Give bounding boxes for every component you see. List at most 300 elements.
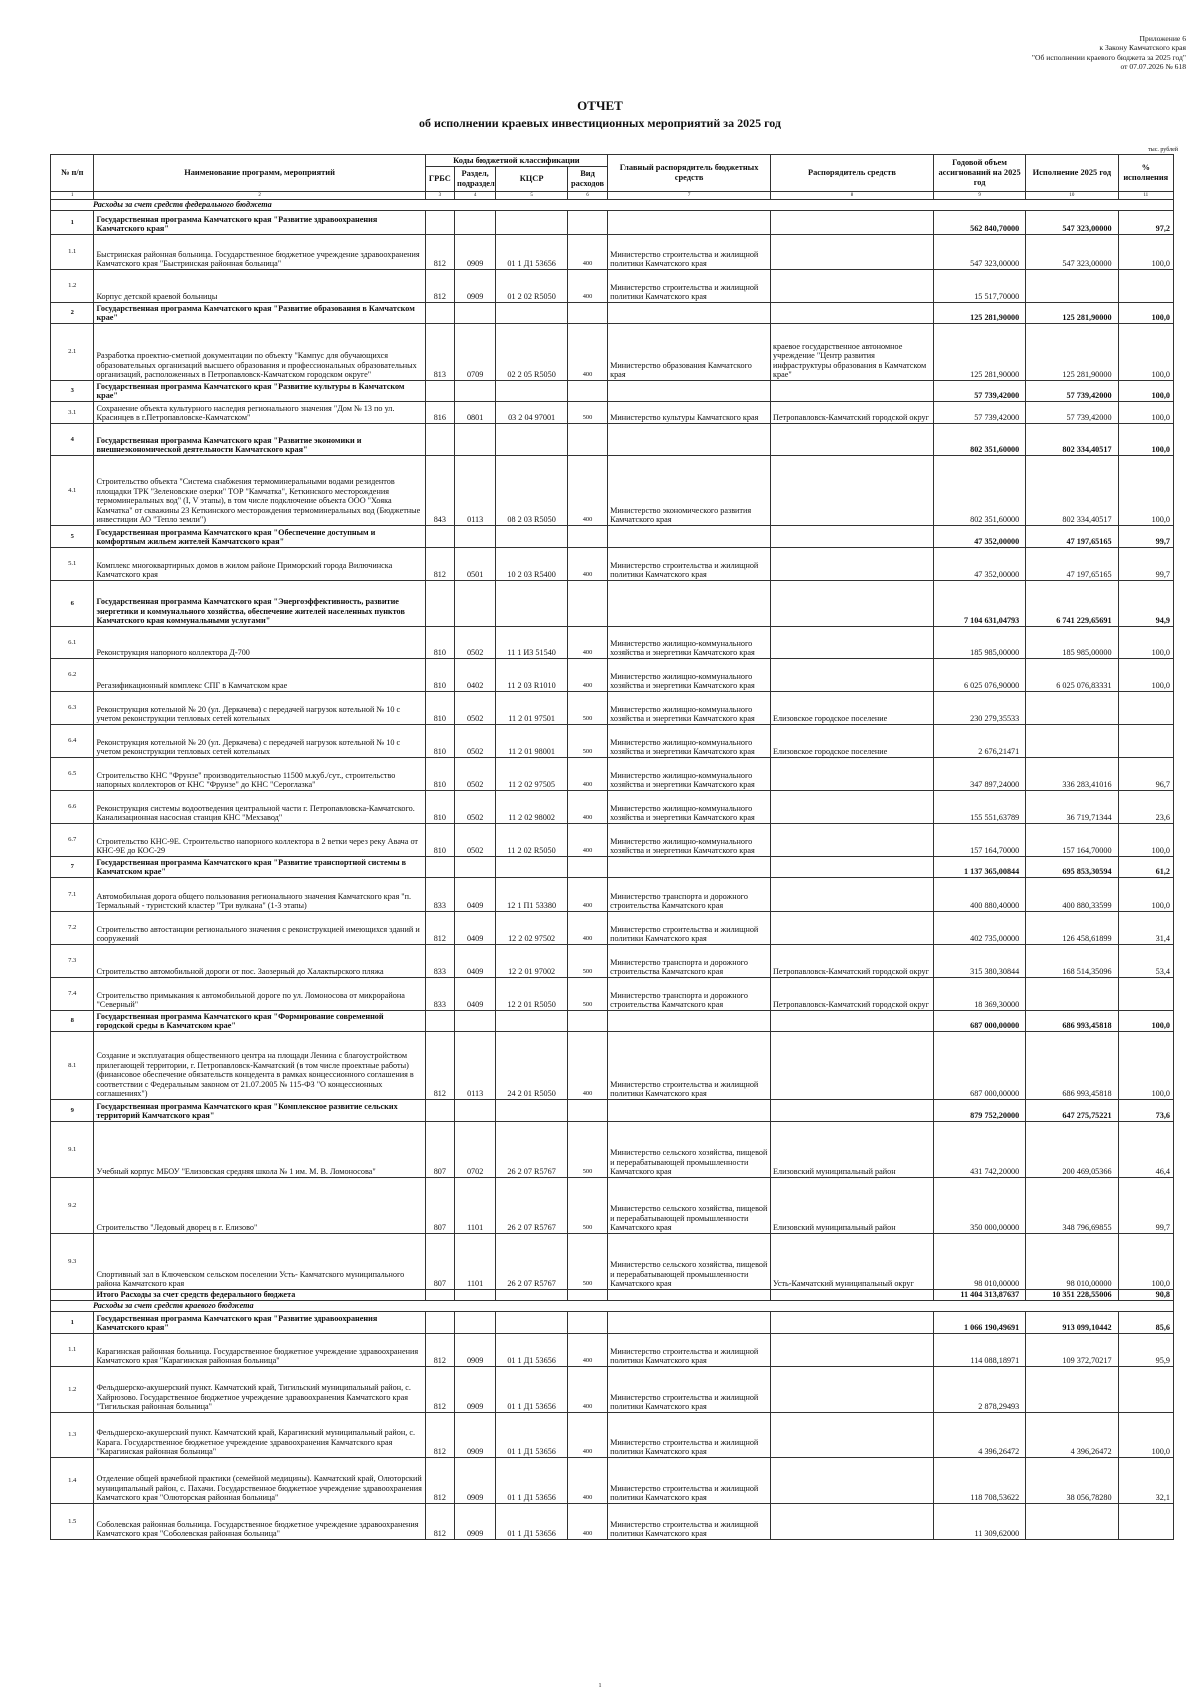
- table-row: [51, 1504, 1174, 1540]
- item-name: Разработка проектно-сметной документации по объекту "Кампус для обучающихся образовательных организаций высшего образования и профессиональных образовательных организаций, расположенных в Петропавловск-Камчатском городском округе": [94, 324, 425, 381]
- kcsr-code: 26 2 07 R5767: [496, 1234, 568, 1290]
- main-distributor: Министерство сельского хозяйства, пищевой и перерабатывающей промышленности Камчатского края: [608, 1178, 771, 1234]
- column-number: 10: [1026, 192, 1118, 200]
- annual-volume: 11 309,62000: [933, 1504, 1025, 1540]
- execution-percent: 61,2: [1118, 857, 1173, 878]
- execution-amount: 109 372,70217: [1026, 1334, 1118, 1367]
- kcsr-code: [496, 424, 568, 456]
- grbs-code: 812: [425, 1334, 454, 1367]
- vid-code: [567, 1312, 607, 1334]
- grbs-code: 812: [425, 270, 454, 303]
- execution-percent: 100,0: [1118, 424, 1173, 456]
- kcsr-code: 01 1 Д1 53656: [496, 235, 568, 270]
- vid-code: 400: [567, 235, 607, 270]
- main-distributor: Министерство строительства и жилищной политики Камчатского края: [608, 1032, 771, 1100]
- header-vid: Вид расходов: [567, 167, 607, 192]
- column-number: 11: [1118, 192, 1173, 200]
- annual-volume: 400 880,40000: [933, 878, 1025, 912]
- program-row: [51, 424, 1174, 456]
- execution-amount: [1026, 692, 1118, 725]
- table-row: [51, 235, 1174, 270]
- column-number: 4: [455, 192, 496, 200]
- row-number: 9.2: [51, 1178, 94, 1234]
- annual-volume: 315 380,30844: [933, 945, 1025, 978]
- annual-volume: 802 351,60000: [933, 456, 1025, 526]
- row-number: 4: [51, 424, 94, 456]
- vid-code: 400: [567, 824, 607, 857]
- table-row: [51, 791, 1174, 824]
- grbs-code: 833: [425, 978, 454, 1011]
- vid-code: 500: [567, 1122, 607, 1178]
- annual-volume: 118 708,53622: [933, 1458, 1025, 1504]
- execution-percent: 100,0: [1118, 456, 1173, 526]
- table-row: [51, 1178, 1174, 1234]
- razdel-code: 1101: [455, 1178, 496, 1234]
- grbs-code: 812: [425, 235, 454, 270]
- annual-volume: 802 351,60000: [933, 424, 1025, 456]
- table-row: [51, 627, 1174, 659]
- distributor: [771, 456, 934, 526]
- main-distributor: Министерство строительства и жилищной политики Камчатского края: [608, 548, 771, 581]
- execution-amount: 38 056,78280: [1026, 1458, 1118, 1504]
- appendix-line: к Закону Камчатского края: [1099, 43, 1186, 53]
- execution-percent: 95,9: [1118, 1334, 1173, 1367]
- annual-volume: 350 000,00000: [933, 1178, 1025, 1234]
- razdel-code: 0409: [455, 978, 496, 1011]
- distributor: [771, 627, 934, 659]
- row-number: 1.5: [51, 1504, 94, 1540]
- item-name: Автомобильная дорога общего пользования регионального значения Камчатского края "п. Термальный - туристский кластер "Три вулкана" (1-3 этапы): [94, 878, 425, 912]
- razdel-code: [455, 1011, 496, 1032]
- vid-code: [567, 1011, 607, 1032]
- grbs-code: 812: [425, 1504, 454, 1540]
- report-subtitle: об исполнении краевых инвестиционных мероприятий за 2025 год: [418, 116, 781, 130]
- execution-amount: 913 099,10442: [1026, 1312, 1118, 1334]
- kcsr-code: 12 2 02 97502: [496, 912, 568, 945]
- row-number: 5: [51, 526, 94, 548]
- distributor: [771, 1367, 934, 1413]
- distributor: [771, 1413, 934, 1458]
- table-row: [51, 692, 1174, 725]
- distributor: [771, 912, 934, 945]
- execution-amount: 125 281,90000: [1026, 303, 1118, 324]
- annual-volume: 4 396,26472: [933, 1413, 1025, 1458]
- vid-code: 400: [567, 1413, 607, 1458]
- grbs-code: [425, 1312, 454, 1334]
- execution-percent: 85,6: [1118, 1312, 1173, 1334]
- main-distributor: Министерство транспорта и дорожного строительства Камчатского края: [608, 945, 771, 978]
- program-row: [51, 526, 1174, 548]
- vid-code: 400: [567, 548, 607, 581]
- razdel-code: [455, 424, 496, 456]
- item-name: Спортивный зал в Ключевском сельском поселении Усть- Камчатского муниципального района Камчатского края: [94, 1234, 425, 1290]
- razdel-code: [455, 211, 496, 235]
- item-name: Комплекс многоквартирных домов в жилом районе Приморский города Вилючинска Камчатского края: [94, 548, 425, 581]
- annual-volume: 562 840,70000: [933, 211, 1025, 235]
- grbs-code: [425, 1290, 454, 1301]
- vid-code: [567, 211, 607, 235]
- kcsr-code: 11 2 02 98002: [496, 791, 568, 824]
- program-row: [51, 1100, 1174, 1122]
- kcsr-code: [496, 1290, 568, 1301]
- execution-percent: 53,4: [1118, 945, 1173, 978]
- execution-percent: 32,1: [1118, 1458, 1173, 1504]
- annual-volume: 1 137 365,00844: [933, 857, 1025, 878]
- table-row: [51, 1367, 1174, 1413]
- distributor: [771, 1504, 934, 1540]
- row-number: 7.1: [51, 878, 94, 912]
- distributor: [771, 791, 934, 824]
- execution-percent: 100,0: [1118, 324, 1173, 381]
- table-row: [51, 456, 1174, 526]
- razdel-code: 0909: [455, 1504, 496, 1540]
- item-name: Строительство примыкания к автомобильной дороге по ул. Ломоносова от микрорайона "Северный": [94, 978, 425, 1011]
- vid-code: 400: [567, 878, 607, 912]
- main-distributor: [608, 381, 771, 402]
- annual-volume: 402 735,00000: [933, 912, 1025, 945]
- annual-volume: 185 985,00000: [933, 627, 1025, 659]
- kcsr-code: 01 1 Д1 53656: [496, 1413, 568, 1458]
- execution-percent: 100,0: [1118, 1413, 1173, 1458]
- razdel-code: 0502: [455, 692, 496, 725]
- main-distributor: Министерство сельского хозяйства, пищевой и перерабатывающей промышленности Камчатского края: [608, 1234, 771, 1290]
- distributor: [771, 270, 934, 303]
- main-distributor: [608, 303, 771, 324]
- execution-amount: 6 025 076,83331: [1026, 659, 1118, 692]
- execution-percent: 100,0: [1118, 824, 1173, 857]
- grbs-code: [425, 211, 454, 235]
- main-distributor: [608, 1312, 771, 1334]
- execution-amount: 126 458,61899: [1026, 912, 1118, 945]
- header-name: Наименование программ, мероприятий: [94, 155, 425, 192]
- header-annual-volume: Годовой объем ассигнований на 2025 год: [933, 155, 1025, 192]
- distributor: [771, 303, 934, 324]
- distributor: Петропавловск-Камчатский городской округ: [771, 978, 934, 1011]
- item-name: Государственная программа Камчатского края "Комплексное развитие сельских территорий Камчатского края": [94, 1100, 425, 1122]
- razdel-code: 0909: [455, 1413, 496, 1458]
- item-name: Строительство КНС-9Е. Строительство напорного коллектора в 2 ветки через реку Авача от КНС-9Е до КОС-29: [94, 824, 425, 857]
- main-distributor: [608, 211, 771, 235]
- execution-amount: 57 739,42000: [1026, 381, 1118, 402]
- execution-amount: 686 993,45818: [1026, 1011, 1118, 1032]
- distributor: Елизовский муниципальный район: [771, 1122, 934, 1178]
- main-distributor: Министерство строительства и жилищной политики Камчатского края: [608, 270, 771, 303]
- razdel-code: 1101: [455, 1234, 496, 1290]
- vid-code: 500: [567, 402, 607, 424]
- annual-volume: 125 281,90000: [933, 303, 1025, 324]
- vid-code: 400: [567, 1367, 607, 1413]
- item-name: Государственная программа Камчатского края "Развитие здравоохранения Камчатского края": [94, 211, 425, 235]
- vid-code: 500: [567, 978, 607, 1011]
- execution-amount: 547 323,00000: [1026, 235, 1118, 270]
- header-codes: Коды бюджетной классификации: [425, 155, 607, 167]
- distributor: [771, 857, 934, 878]
- table-row: [51, 978, 1174, 1011]
- annual-volume: 431 742,20000: [933, 1122, 1025, 1178]
- item-name: Строительство автомобильной дороги от пос. Заозерный до Халактырского пляжа: [94, 945, 425, 978]
- razdel-code: 0502: [455, 758, 496, 791]
- row-number: 7.4: [51, 978, 94, 1011]
- razdel-code: [455, 857, 496, 878]
- execution-percent: 96,7: [1118, 758, 1173, 791]
- execution-percent: 23,6: [1118, 791, 1173, 824]
- razdel-code: 0801: [455, 402, 496, 424]
- distributor: краевое государственное автономное учреждение "Центр развития инфраструктуры образования в Камчатском крае": [771, 324, 934, 381]
- item-name: Сохранение объекта культурного наследия регионального значения "Дом № 13 по ул. Красинцев в г.Петропавловске-Камчатском": [94, 402, 425, 424]
- main-distributor: [608, 526, 771, 548]
- row-number: 3.1: [51, 402, 94, 424]
- execution-amount: 547 323,00000: [1026, 211, 1118, 235]
- row-number: 1.3: [51, 1413, 94, 1458]
- execution-percent: 99,7: [1118, 526, 1173, 548]
- vid-code: [567, 1100, 607, 1122]
- vid-code: [567, 424, 607, 456]
- page-number: 1: [598, 1683, 602, 1689]
- kcsr-code: 01 2 02 R5050: [496, 270, 568, 303]
- execution-amount: 348 796,69855: [1026, 1178, 1118, 1234]
- item-name: Фельдшерско-акушерский пункт. Камчатский край, Тигильский муниципальный район, с. Хайрюзово. Государственное бюджетное учреждение здравоохранения Камчатского края "Тигильская районная больница": [94, 1367, 425, 1413]
- item-name: Строительство объекта "Система снабжения термоминеральными водами резидентов площадки ТРК "Зеленовские озерки" ТОР "Камчатка", Кеткинского месторождения термоминеральных вод" (I, V этапы), в том числе подключение объекта ООО "Хояка Камчатка" от скважины 23 Кеткинского месторождения термоминеральных вод (Бюджетные инвестиции АО "Тепло земли"): [94, 456, 425, 526]
- row-number: 1.4: [51, 1458, 94, 1504]
- execution-percent: 46,4: [1118, 1122, 1173, 1178]
- annual-volume: 6 025 076,90000: [933, 659, 1025, 692]
- execution-percent: 73,6: [1118, 1100, 1173, 1122]
- distributor: [771, 1334, 934, 1367]
- kcsr-code: 24 2 01 R5050: [496, 1032, 568, 1100]
- distributor: [771, 824, 934, 857]
- distributor: [771, 424, 934, 456]
- vid-code: 500: [567, 945, 607, 978]
- execution-percent: [1118, 1367, 1173, 1413]
- razdel-code: [455, 581, 496, 627]
- main-distributor: Министерство жилищно-коммунального хозяйства и энергетики Камчатского края: [608, 824, 771, 857]
- item-name: Корпус детской краевой больницы: [94, 270, 425, 303]
- column-number: 1: [51, 192, 94, 200]
- execution-percent: 100,0: [1118, 878, 1173, 912]
- execution-amount: 6 741 229,65691: [1026, 581, 1118, 627]
- section-title: Расходы за счет средств федерального бюджета: [51, 200, 1174, 211]
- investment-table: [50, 154, 1174, 1540]
- row-number: 7.3: [51, 945, 94, 978]
- kcsr-code: 11 2 01 97501: [496, 692, 568, 725]
- main-distributor: [608, 1290, 771, 1301]
- kcsr-code: 12 1 П1 53380: [496, 878, 568, 912]
- razdel-code: 0909: [455, 1367, 496, 1413]
- grbs-code: 810: [425, 692, 454, 725]
- razdel-code: 0502: [455, 791, 496, 824]
- vid-code: 500: [567, 1234, 607, 1290]
- section-title: Расходы за счет средств краевого бюджета: [51, 1301, 1174, 1312]
- distributor: [771, 1100, 934, 1122]
- distributor: [771, 1312, 934, 1334]
- distributor: Елизовское городское поселение: [771, 692, 934, 725]
- kcsr-code: 12 2 01 97002: [496, 945, 568, 978]
- grbs-code: 810: [425, 725, 454, 758]
- item-name: Государственная программа Камчатского края "Развитие здравоохранения Камчатского края": [94, 1312, 425, 1334]
- main-distributor: [608, 1100, 771, 1122]
- item-name: Регазификационный комплекс СПГ в Камчатском крае: [94, 659, 425, 692]
- grbs-code: [425, 1100, 454, 1122]
- kcsr-code: [496, 1100, 568, 1122]
- section-row: [51, 1301, 1174, 1312]
- row-number: 6.2: [51, 659, 94, 692]
- execution-amount: 4 396,26472: [1026, 1413, 1118, 1458]
- item-name: Карагинская районная больница. Государственное бюджетное учреждение здравоохранения Камчатского края "Карагинская районная больница": [94, 1334, 425, 1367]
- row-number: [51, 1290, 94, 1301]
- item-name: Реконструкция напорного коллектора Д-700: [94, 627, 425, 659]
- item-name: Государственная программа Камчатского края "Обеспечение доступным и комфортным жильем жителей Камчатского края": [94, 526, 425, 548]
- table-row: [51, 1234, 1174, 1290]
- row-number: 6.7: [51, 824, 94, 857]
- vid-code: 400: [567, 456, 607, 526]
- table-row: [51, 878, 1174, 912]
- distributor: [771, 526, 934, 548]
- execution-percent: 97,2: [1118, 211, 1173, 235]
- vid-code: 400: [567, 791, 607, 824]
- row-number: 1: [51, 211, 94, 235]
- appendix-note: [1032, 34, 1186, 72]
- main-distributor: Министерство жилищно-коммунального хозяйства и энергетики Камчатского края: [608, 692, 771, 725]
- execution-amount: 400 880,33599: [1026, 878, 1118, 912]
- row-number: 9.3: [51, 1234, 94, 1290]
- razdel-code: 0502: [455, 725, 496, 758]
- execution-percent: 100,0: [1118, 381, 1173, 402]
- kcsr-code: 03 2 04 97001: [496, 402, 568, 424]
- table-row: [51, 1413, 1174, 1458]
- kcsr-code: 01 1 Д1 53656: [496, 1504, 568, 1540]
- vid-code: 400: [567, 1504, 607, 1540]
- annual-volume: 879 752,20000: [933, 1100, 1025, 1122]
- item-name: Реконструкция котельной № 20 (ул. Деркачева) с передачей нагрузок котельной № 10 с учетом реконструкции тепловых сетей котельных: [94, 692, 425, 725]
- execution-percent: 100,0: [1118, 1032, 1173, 1100]
- header-percent: % исполнения: [1118, 155, 1173, 192]
- column-number: 9: [933, 192, 1025, 200]
- razdel-code: 0402: [455, 659, 496, 692]
- grbs-code: 812: [425, 1367, 454, 1413]
- grbs-code: [425, 381, 454, 402]
- header-main-distributor: Главный распорядитель бюджетных средств: [608, 155, 771, 192]
- table-row: [51, 758, 1174, 791]
- section-row: [51, 200, 1174, 211]
- table-row: [51, 912, 1174, 945]
- main-distributor: Министерство транспорта и дорожного строительства Камчатского края: [608, 878, 771, 912]
- execution-amount: [1026, 270, 1118, 303]
- column-number: 7: [608, 192, 771, 200]
- grbs-code: [425, 424, 454, 456]
- program-row: [51, 303, 1174, 324]
- annual-volume: 2 676,21471: [933, 725, 1025, 758]
- grbs-code: 807: [425, 1234, 454, 1290]
- execution-amount: 336 283,41016: [1026, 758, 1118, 791]
- kcsr-code: 08 2 03 R5050: [496, 456, 568, 526]
- razdel-code: 0502: [455, 627, 496, 659]
- kcsr-code: 26 2 07 R5767: [496, 1178, 568, 1234]
- vid-code: [567, 581, 607, 627]
- kcsr-code: [496, 1011, 568, 1032]
- main-distributor: Министерство строительства и жилищной политики Камчатского края: [608, 1413, 771, 1458]
- distributor: Усть-Камчатский муниципальный округ: [771, 1234, 934, 1290]
- row-number: 7: [51, 857, 94, 878]
- razdel-code: 0501: [455, 548, 496, 581]
- execution-percent: 100,0: [1118, 659, 1173, 692]
- distributor: Елизовское городское поселение: [771, 725, 934, 758]
- execution-percent: [1118, 270, 1173, 303]
- program-row: [51, 381, 1174, 402]
- execution-percent: 99,7: [1118, 548, 1173, 581]
- row-number: 1.1: [51, 235, 94, 270]
- kcsr-code: 26 2 07 R5767: [496, 1122, 568, 1178]
- appendix-line: "Об исполнении краевого бюджета за 2025 год": [1031, 52, 1186, 62]
- kcsr-code: [496, 526, 568, 548]
- kcsr-code: 02 2 05 R5050: [496, 324, 568, 381]
- column-number: 8: [771, 192, 934, 200]
- main-distributor: Министерство экономического развития Камчатского края: [608, 456, 771, 526]
- kcsr-code: 01 1 Д1 53656: [496, 1334, 568, 1367]
- distributor: [771, 581, 934, 627]
- item-name: Быстринская районная больница. Государственное бюджетное учреждение здравоохранения Камчатского края "Быстринская районная больница": [94, 235, 425, 270]
- row-number: 8.1: [51, 1032, 94, 1100]
- annual-volume: 57 739,42000: [933, 402, 1025, 424]
- grbs-code: 807: [425, 1122, 454, 1178]
- distributor: Петропавловск-Камчатский городской округ: [771, 945, 934, 978]
- execution-percent: 100,0: [1118, 627, 1173, 659]
- main-distributor: Министерство строительства и жилищной политики Камчатского края: [608, 1367, 771, 1413]
- razdel-code: [455, 381, 496, 402]
- grbs-code: 833: [425, 945, 454, 978]
- distributor: [771, 1011, 934, 1032]
- row-number: 5.1: [51, 548, 94, 581]
- execution-amount: 647 275,75221: [1026, 1100, 1118, 1122]
- row-number: 6: [51, 581, 94, 627]
- annual-volume: 15 517,70000: [933, 270, 1025, 303]
- razdel-code: 0409: [455, 945, 496, 978]
- distributor: Елизовский муниципальный район: [771, 1178, 934, 1234]
- appendix-line: Приложение 6: [1139, 34, 1186, 43]
- execution-percent: [1118, 978, 1173, 1011]
- vid-code: 500: [567, 1178, 607, 1234]
- main-distributor: Министерство строительства и жилищной политики Камчатского края: [608, 1504, 771, 1540]
- grbs-code: 810: [425, 627, 454, 659]
- table-row: [51, 725, 1174, 758]
- main-distributor: [608, 1011, 771, 1032]
- razdel-code: [455, 526, 496, 548]
- grbs-code: 810: [425, 824, 454, 857]
- razdel-code: [455, 303, 496, 324]
- kcsr-code: [496, 303, 568, 324]
- row-number: 3: [51, 381, 94, 402]
- razdel-code: 0709: [455, 324, 496, 381]
- razdel-code: 0909: [455, 1458, 496, 1504]
- execution-percent: 94,9: [1118, 581, 1173, 627]
- execution-amount: [1026, 725, 1118, 758]
- execution-amount: 200 469,05366: [1026, 1122, 1118, 1178]
- header-kcsr: КЦСР: [496, 167, 568, 192]
- item-name: Строительство КНС "Фрунзе" производительностью 11500 м.куб./сут., строительство напорных коллекторов от КНС "Фрунзе" до КНС "Сероглазка": [94, 758, 425, 791]
- distributor: Петропавловск-Камчатский городской округ: [771, 402, 934, 424]
- table-row: [51, 659, 1174, 692]
- vid-code: 400: [567, 1334, 607, 1367]
- vid-code: [567, 1290, 607, 1301]
- execution-amount: 57 739,42000: [1026, 402, 1118, 424]
- grbs-code: 812: [425, 1458, 454, 1504]
- distributor: [771, 211, 934, 235]
- grbs-code: 810: [425, 791, 454, 824]
- main-distributor: Министерство жилищно-коммунального хозяйства и энергетики Камчатского края: [608, 791, 771, 824]
- razdel-code: 0409: [455, 912, 496, 945]
- execution-amount: 695 853,30594: [1026, 857, 1118, 878]
- item-name: Государственная программа Камчатского края "Энергоэффективность, развитие энергетики и коммунального хозяйства, обеспечение жителей населенных пунктов Камчатского края коммунальными услугами": [94, 581, 425, 627]
- item-name: Государственная программа Камчатского края "Развитие образования в Камчатском крае": [94, 303, 425, 324]
